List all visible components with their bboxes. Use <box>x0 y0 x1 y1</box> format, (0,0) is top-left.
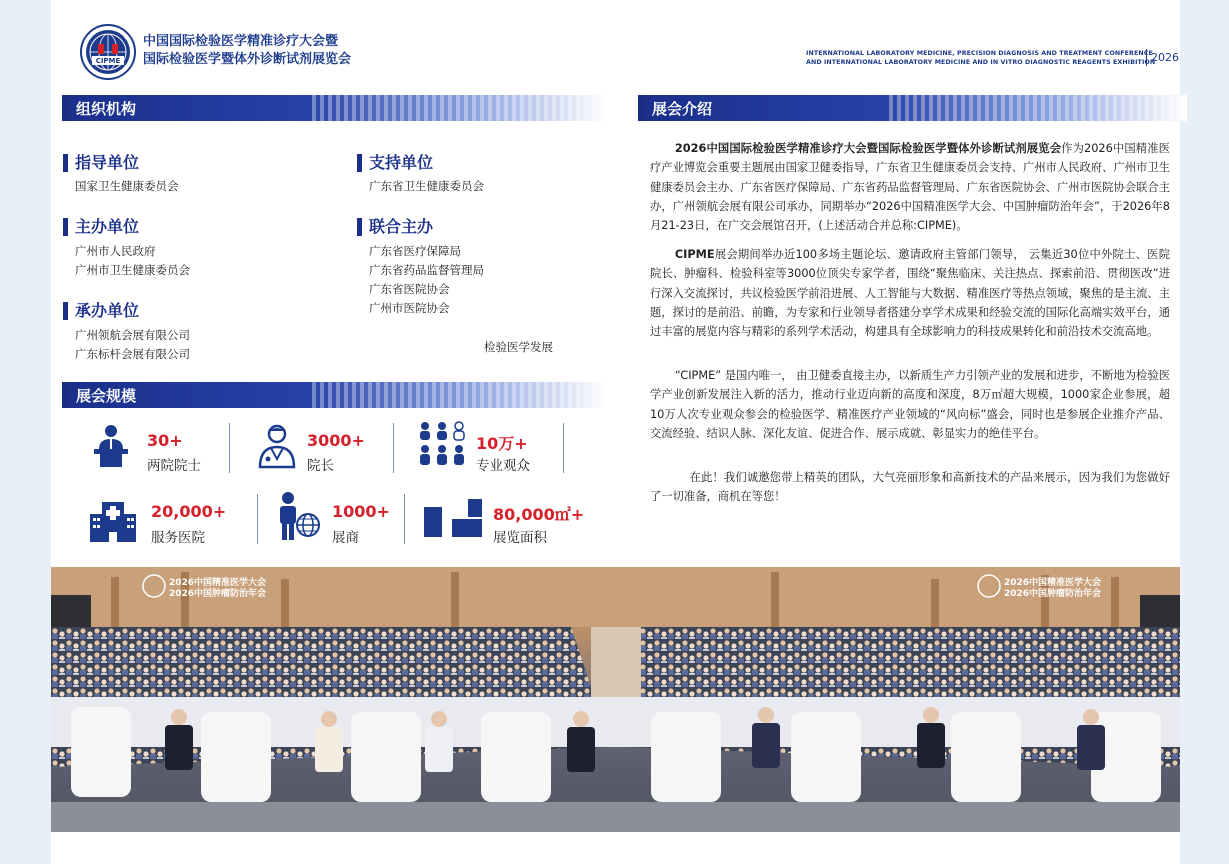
scale-title: 展会规模 <box>76 387 137 405</box>
organization-banner <box>62 95 608 121</box>
stage-sign-right-line1: 2026中国精准医学大会 <box>1004 578 1102 588</box>
audience-group-icon <box>418 420 466 472</box>
organization-note: 检验医学发展 <box>484 340 553 354</box>
stat-divider <box>229 423 230 473</box>
stat-number: 30+ <box>147 431 183 450</box>
intro-p1-bold: 2026中国国际检验医学精准诊疗大会暨国际检验医学暨体外诊断试剂展览会 <box>674 142 1062 155</box>
stat-label: 服务医院 <box>151 530 205 546</box>
intro-paragraph-1 <box>650 139 1170 235</box>
stat-divider <box>563 423 564 473</box>
organizer-item: 广州领航会展有限公司 <box>75 328 190 342</box>
left-margin-strip <box>0 0 51 864</box>
support-item: 广东省卫生健康委员会 <box>369 179 484 193</box>
logo-text: CIPME <box>95 57 121 65</box>
header-divider <box>1146 49 1147 66</box>
floor-area-icon <box>422 497 484 543</box>
podium-speaker-icon <box>88 423 134 473</box>
host-item: 广州市人民政府 <box>75 244 156 258</box>
stat-label: 两院院士 <box>147 458 201 474</box>
hospital-icon <box>88 496 138 546</box>
stat-number: 80,000㎡+ <box>493 505 585 524</box>
intro-title: 展会介绍 <box>652 100 713 118</box>
guide-heading: 指导单位 <box>63 154 139 172</box>
co-host-item: 广东省医院协会 <box>369 282 450 296</box>
intro-body-3 <box>650 366 1170 443</box>
organizer-heading: 承办单位 <box>63 302 139 320</box>
stat-label: 展览面积 <box>493 530 547 546</box>
stat-label: 专业观众 <box>476 458 530 474</box>
co-host-item: 广东省药品监督管理局 <box>369 263 484 277</box>
intro-body-4 <box>650 468 1170 507</box>
stat-number: 10万+ <box>476 434 528 453</box>
stage-sign-right-line2: 2026中国肿瘤防治年会 <box>1004 589 1102 599</box>
english-title-line2: AND INTERNATIONAL LABORATORY MEDICINE AND IN VITRO DIAGNOSTIC REAGENTS EXHIBITION <box>806 59 1156 66</box>
stage-sign-left-line1: 2026中国精准医学大会 <box>169 578 267 588</box>
org-title-line2: 国际检验医学暨体外诊断试剂展览会 <box>143 52 352 67</box>
stat-label: 展商 <box>332 530 359 546</box>
org-title-line1: 中国国际检验医学精准诊疗大会暨 <box>143 34 339 49</box>
co-host-heading: 联合主办 <box>357 218 433 236</box>
stage-sign-right <box>1004 578 1101 600</box>
stage-sign-left-line2: 2026中国肿瘤防治年会 <box>169 589 267 599</box>
stat-divider <box>404 494 405 544</box>
scale-banner <box>62 382 608 408</box>
intro-body <box>650 139 1170 235</box>
doctor-icon <box>254 423 300 473</box>
header-year: 2026 <box>1151 51 1179 64</box>
host-item: 广州市卫生健康委员会 <box>75 263 190 277</box>
right-margin-strip <box>1180 0 1229 864</box>
host-heading: 主办单位 <box>63 218 139 236</box>
cipme-logo <box>80 24 136 80</box>
intro-paragraph-2 <box>650 245 1170 341</box>
guide-item: 国家卫生健康委员会 <box>75 179 179 193</box>
stat-divider <box>257 494 258 544</box>
stat-number: 1000+ <box>332 502 390 521</box>
org-title <box>143 33 351 69</box>
intro-paragraph-3: “CIPME” 是国内唯一， 由卫健委直接主办，以新质生产力引领产业的发展和进步，不断地为检验医学产业创新发展注入新的活力，推动行业迈向新的高度和深度，8万㎡超大规模，1000家企业参展，超10万人次专业观众参会的检验医学、精准医疗产业领域的“风向标”盛会，同时也是参展企业推介产品、交流经验、结识人脉、深化友谊、促进合作、展示成就、彰显实力的绝佳平台。 <box>650 369 1170 440</box>
english-title <box>806 49 1155 67</box>
stat-number: 3000+ <box>307 431 365 450</box>
stat-number: 20,000+ <box>151 502 227 521</box>
support-heading: 支持单位 <box>357 154 433 172</box>
english-title-line1: INTERNATIONAL LABORATORY MEDICINE, PRECISION DIAGNOSIS AND TREATMENT CONFERENCE <box>806 50 1153 57</box>
conference-photo <box>51 567 1180 832</box>
organizer-item: 广东标杆会展有限公司 <box>75 347 190 361</box>
intro-banner <box>638 95 1187 121</box>
stat-divider <box>393 423 394 473</box>
intro-p2-bold: CIPME <box>674 248 715 261</box>
intro-p1-text: 作为2026中国精准医疗产业博览会重要主题展由国家卫健委指导，广东省卫生健康委员会支持、广州市人民政府、广州市卫生健康委员会主办、广东省医疗保障局、广东省药品监督管理局、广东省医院协会、广州市医院协会联合主办，广州领航会展有限公司承办，同期举办“2026中国精准医学大会、中国肿瘤防治年会”，于2026年8月21-23日，在广交会展馆召开，(上述活动合并总称:CIPME)。 <box>650 142 1170 233</box>
intro-p2-text: 展会期间举办近100多场主题论坛、邀请政府主管部门领导， 云集近30位中外院士、医院院长、肿瘤科、检验科室等3000位顶尖专家学者，围绕“聚焦临床、关注热点、探索前沿、贯彻医改”进行深入交流探讨，共议检验医学前沿进展、人工智能与大数据、精准医疗等热点领域，聚焦的是主流、主题，探讨的是前沿、前瞻，为专家和行业领导者搭建分享学术成果和经验交流的国际化高端实效平台，通过丰富的展览内容与精彩的系列学术活动，构建具有全球影响力的科技成果转化和前沿技术交流高地。 <box>650 248 1170 339</box>
co-host-item: 广东省医疗保障局 <box>369 244 461 258</box>
co-host-item: 广州市医院协会 <box>369 301 450 315</box>
intro-paragraph-4: 在此！我们诚邀您带上精英的团队，大气亮丽形象和高新技术的产品来展示，因为我们为您做好了一切准备，商机在等您！ <box>650 471 1170 504</box>
businessman-globe-icon <box>276 491 322 545</box>
stage-sign-left <box>169 578 266 600</box>
intro-body-2 <box>650 245 1170 341</box>
organization-title: 组织机构 <box>76 100 137 118</box>
stat-label: 院长 <box>307 458 334 474</box>
